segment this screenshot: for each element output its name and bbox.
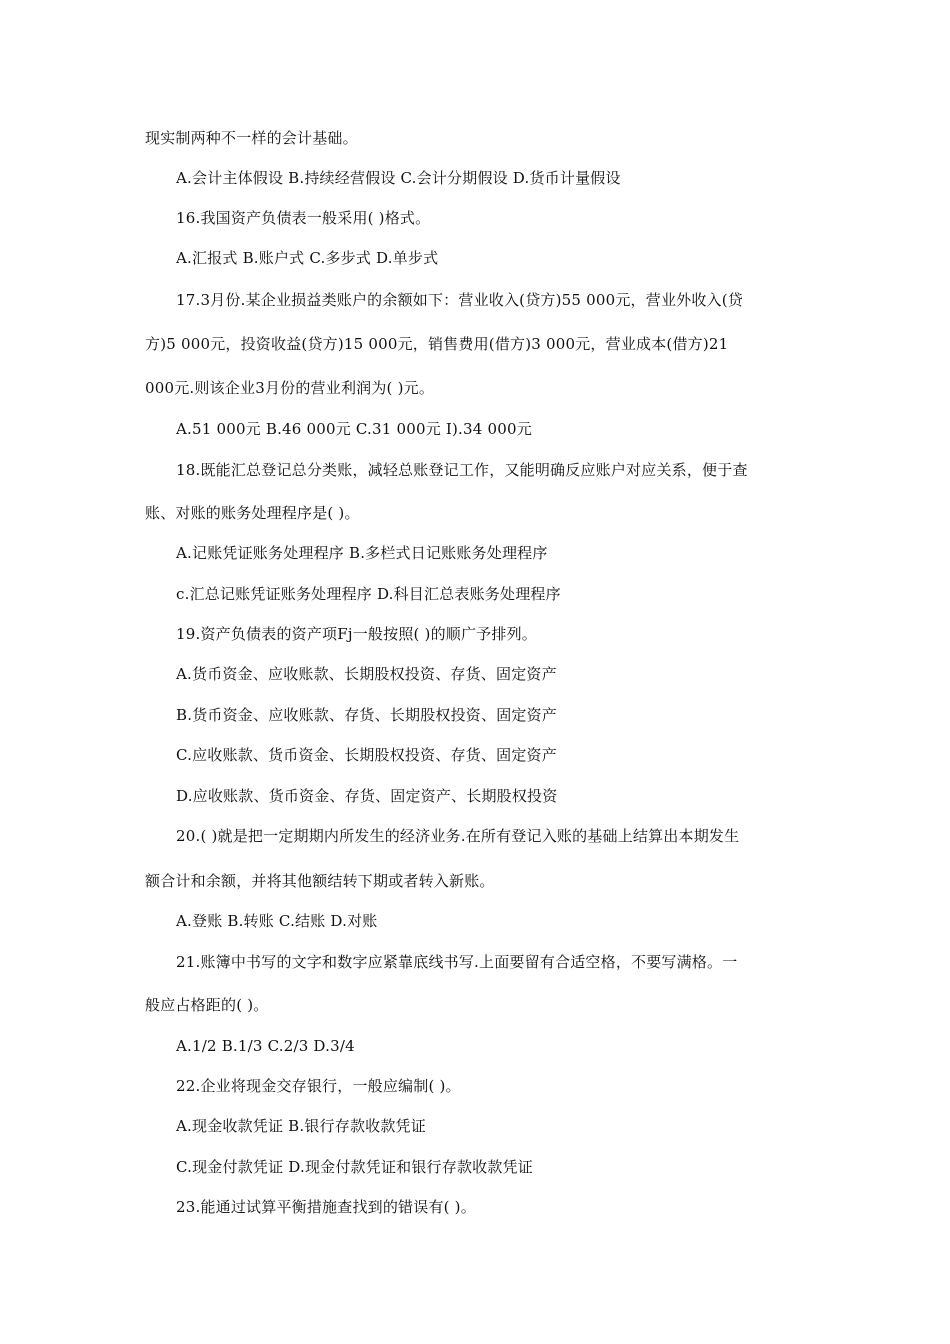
text-line: C.现金付款凭证 D.现金付款凭证和银行存款收款凭证: [176, 1158, 533, 1176]
text-line: 21.账簿中书写的文字和数字应紧靠底线书写.上面要留有合适空格，不要写满格。一: [176, 953, 738, 971]
text-line: 19.资产负债表的资产项Fj一般按照( )的顺广予排列。: [176, 625, 537, 643]
text-line: D.应收账款、货币资金、存货、固定资产、长期股权投资: [176, 787, 558, 805]
text-line: 16.我国资产负债表一般采用( )格式。: [176, 209, 431, 227]
text-line: 000元.则该企业3月份的营业利润为( )元。: [145, 379, 435, 397]
text-line: A.会计主体假设 B.持续经营假设 C.会计分期假设 D.货币计量假设: [176, 169, 621, 187]
text-line: 额合计和余额，并将其他额结转下期或者转入新账。: [145, 872, 495, 890]
text-line: c.汇总记账凭证账务处理程序 D.科目汇总表账务处理程序: [176, 585, 561, 603]
text-line: A.登账 B.转账 C.结账 D.对账: [176, 912, 378, 930]
text-line: A.51 000元 B.46 000元 C.31 000元 I).34 000元: [176, 420, 532, 438]
text-line: A.货币资金、应收账款、长期股权投资、存货、固定资产: [176, 665, 557, 683]
text-line: A.记账凭证账务处理程序 B.多栏式日记账账务处理程序: [176, 544, 548, 562]
text-line: A.汇报式 B.账户式 C.多步式 D.单步式: [176, 249, 439, 267]
text-line: B.货币资金、应收账款、存货、长期股权投资、固定资产: [176, 706, 557, 724]
text-line: 现实制两种不一样的会计基础。: [145, 129, 358, 147]
text-line: 般应占格距的( )。: [145, 996, 269, 1014]
text-line: 17.3月份.某企业损益类账户的余额如下：营业收入(贷方)55 000元，营业外收入(贷: [176, 291, 744, 309]
text-line: 18.既能汇总登记总分类账，减轻总账登记工作，又能明确反应账户对应关系，便于查: [176, 461, 748, 479]
text-line: 23.能通过试算平衡措施查找到的错误有( )。: [176, 1198, 476, 1216]
text-line: 22.企业将现金交存银行，一般应编制( )。: [176, 1077, 461, 1095]
text-line: 20.( )就是把一定期期内所发生的经济业务.在所有登记入账的基础上结算出本期发生: [176, 827, 740, 845]
text-line: 方)5 000元，投资收益(贷方)15 000元，销售费用(借方)3 000元，营业成本(借方)21: [145, 335, 729, 353]
text-line: C.应收账款、货币资金、长期股权投资、存货、固定资产: [176, 746, 557, 764]
text-line: A.现金收款凭证 B.银行存款收款凭证: [176, 1117, 426, 1135]
text-line: A.1/2 B.1/3 C.2/3 D.3/4: [176, 1037, 355, 1055]
text-line: 账、对账的账务处理程序是( )。: [145, 504, 360, 522]
